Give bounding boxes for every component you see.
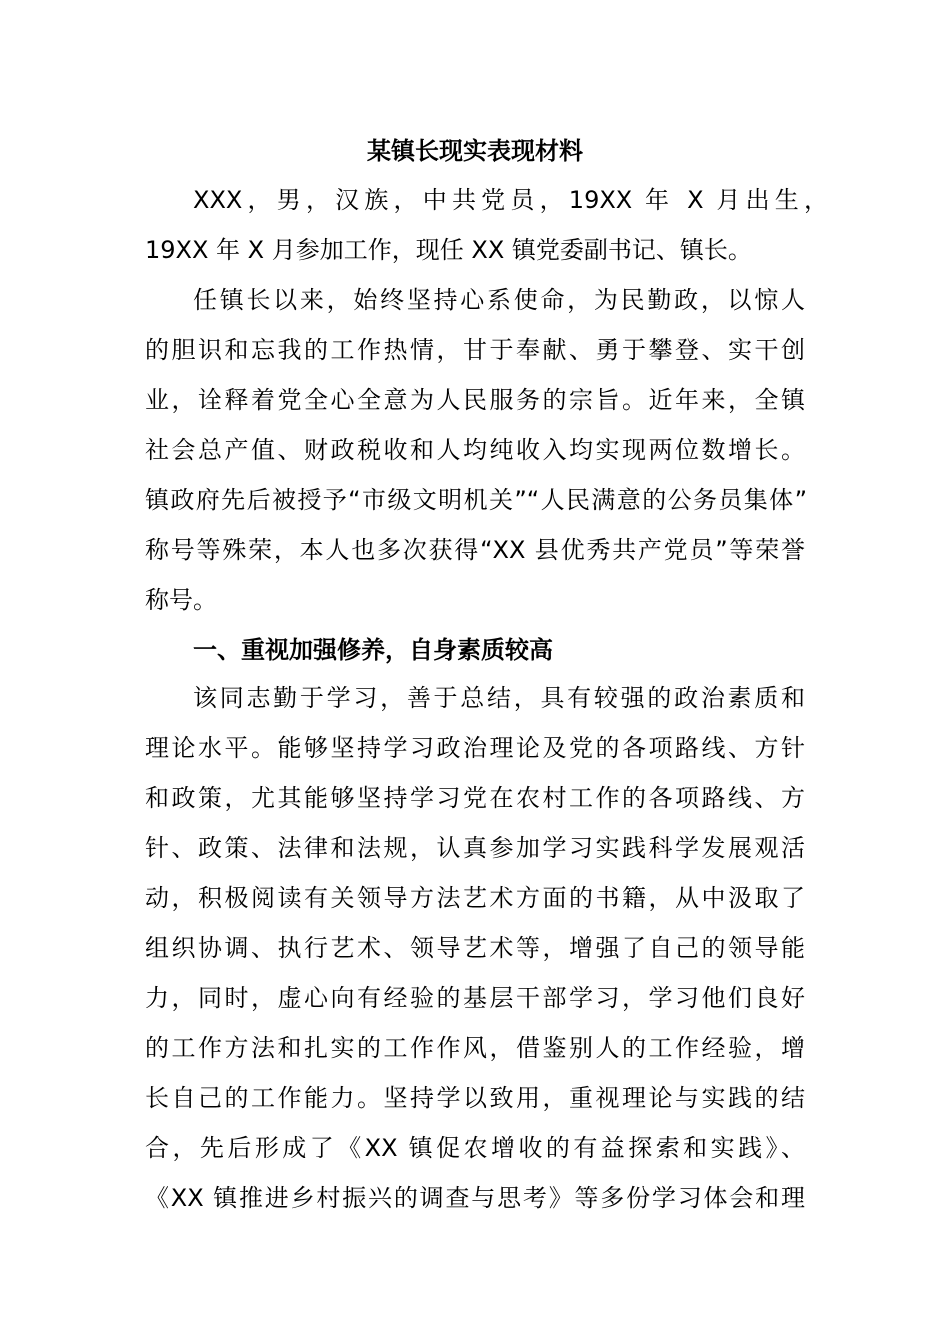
paragraph-line: 力，同时，虚心向有经验的基层干部学习，学习他们良好 [145,984,805,1012]
paragraph-line: 和政策，尤其能够坚持学习党在农村工作的各项路线、方 [145,784,805,812]
paragraph-line: 社会总产值、财政税收和人均纯收入均实现两位数增长。 [145,436,805,464]
document-title: 某镇长现实表现材料 [367,137,583,165]
paragraph-line: 的胆识和忘我的工作热情，甘于奉献、勇于攀登、实干创 [145,336,805,364]
paragraph-line: 理论水平。能够坚持学习政治理论及党的各项路线、方针 [145,734,805,762]
paragraph-line: 业，诠释着党全心全意为人民服务的宗旨。近年来，全镇 [145,386,805,414]
paragraph-line: 组织协调、执行艺术、领导艺术等，增强了自己的领导能 [145,934,805,962]
paragraph-line: 该同志勤于学习，善于总结，具有较强的政治素质和 [193,684,805,712]
paragraph-line: 任镇长以来，始终坚持心系使命，为民勤政，以惊人 [193,286,805,314]
paragraph-line: 动，积极阅读有关领导方法艺术方面的书籍，从中汲取了 [145,884,805,912]
paragraph-line: XXX，男，汉族，中共党员，19XX 年 X 月出生， [193,186,828,214]
paragraph-line: 19XX 年 X 月参加工作，现任 XX 镇党委副书记、镇长。 [145,236,752,264]
paragraph-line: 针、政策、法律和法规，认真参加学习实践科学发展观活 [145,834,805,862]
paragraph-line: 镇政府先后被授予“市级文明机关”“人民满意的公务员集体” [145,486,807,514]
paragraph-line: 的工作方法和扎实的工作作风，借鉴别人的工作经验，增 [145,1034,805,1062]
paragraph-line: 称号等殊荣，本人也多次获得“XX 县优秀共产党员”等荣誉 [145,536,805,564]
section-heading: 一、重视加强修养，自身素质较高 [193,636,553,664]
paragraph-line: 称号。 [145,586,217,614]
paragraph-line: 合，先后形成了《XX 镇促农增收的有益探索和实践》、 [145,1134,805,1162]
paragraph-line: 《XX 镇推进乡村振兴的调查与思考》等多份学习体会和理 [145,1184,805,1212]
paragraph-line: 长自己的工作能力。坚持学以致用，重视理论与实践的结 [145,1084,805,1112]
